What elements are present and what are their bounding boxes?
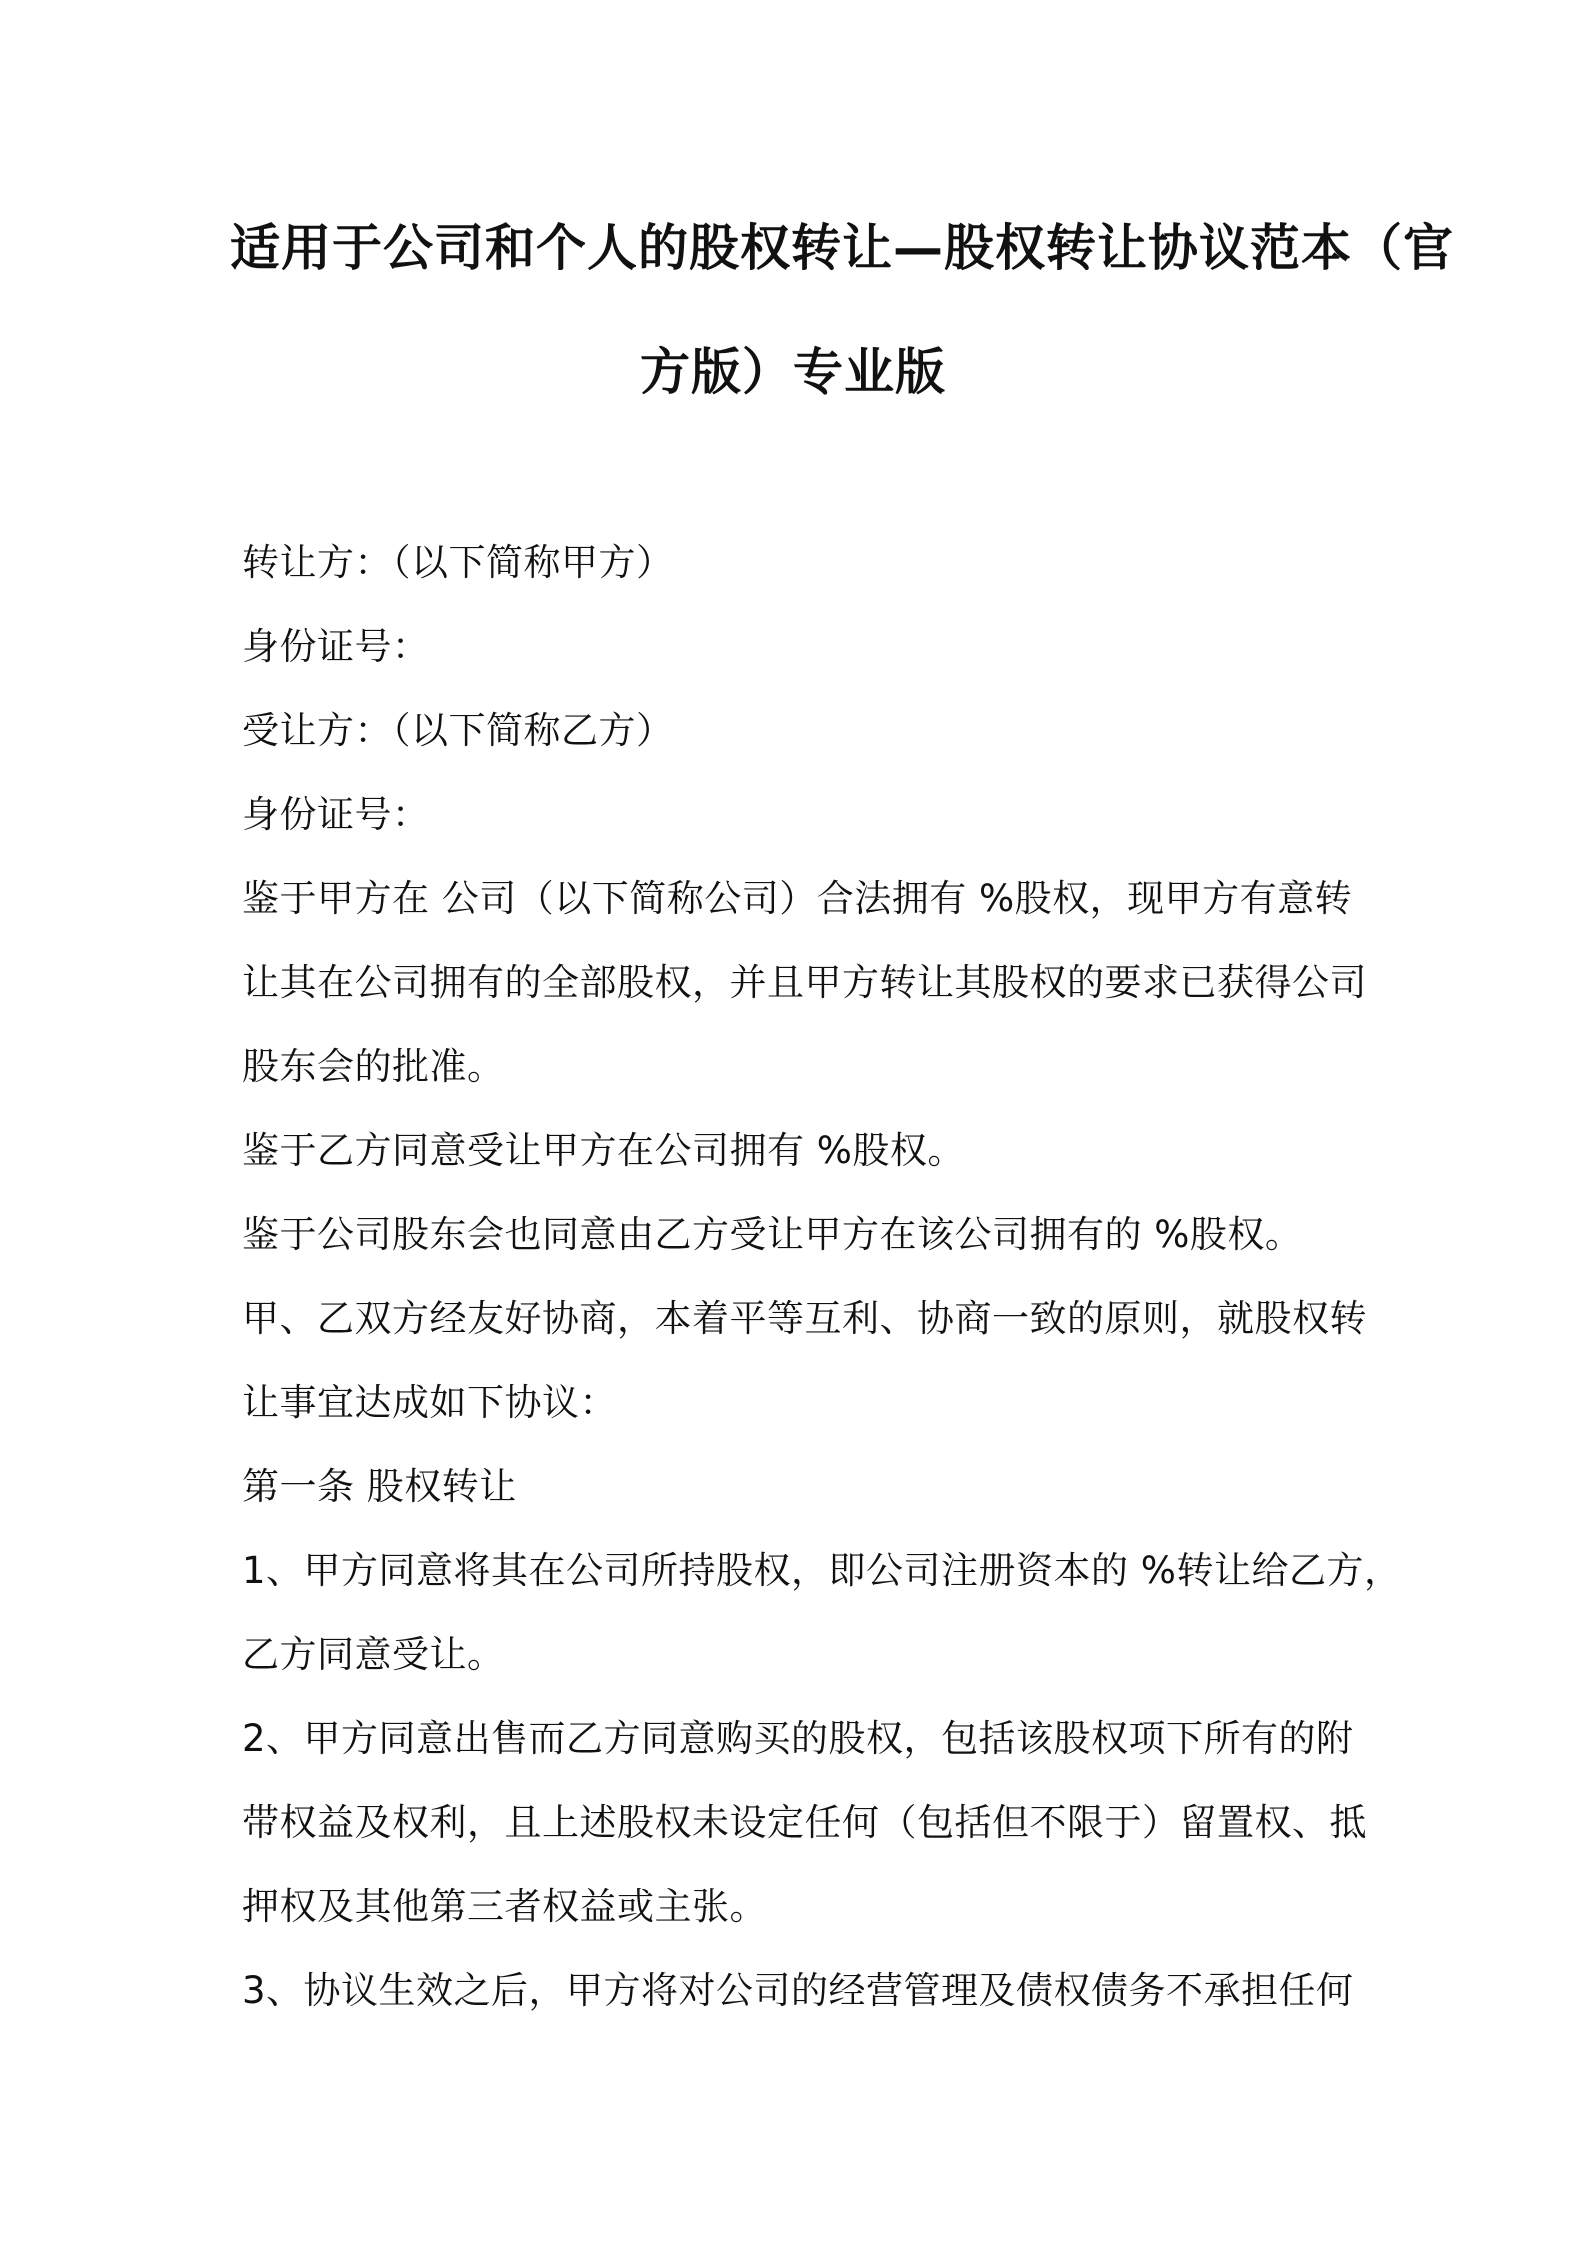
document-title-line-1: 适用于公司和个人的股权转让—股权转让协议范本（官 — [230, 219, 1454, 277]
clause-line: 乙方同意受让。 — [242, 1633, 505, 1676]
paragraph-line: 鉴于公司股东会也同意由乙方受让甲方在该公司拥有的 %股权。 — [242, 1213, 1303, 1256]
paragraph-line: 甲、乙双方经友好协商，本着平等互利、协商一致的原则，就股权转 — [242, 1297, 1367, 1340]
clause-line: 带权益及权利，且上述股权未设定任何（包括但不限于）留置权、抵 — [242, 1801, 1367, 1844]
clause-line: 押权及其他第三者权益或主张。 — [242, 1885, 767, 1928]
article-heading: 第一条 股权转让 — [242, 1465, 517, 1508]
clause-line: 3、协议生效之后，甲方将对公司的经营管理及债权债务不承担任何 — [242, 1969, 1354, 2012]
clause-line: 2、甲方同意出售而乙方同意购买的股权，包括该股权项下所有的附 — [242, 1717, 1354, 1760]
paragraph-line: 让其在公司拥有的全部股权，并且甲方转让其股权的要求已获得公司 — [242, 961, 1367, 1004]
document-title-line-2: 方版）专业版 — [640, 343, 946, 401]
transferor-id-line: 身份证号： — [242, 625, 430, 668]
clause-line: 1、甲方同意将其在公司所持股权，即公司注册资本的 %转让给乙方， — [242, 1549, 1402, 1592]
paragraph-line: 鉴于乙方同意受让甲方在公司拥有 %股权。 — [242, 1129, 965, 1172]
transferee-line: 受让方：（以下简称乙方） — [242, 709, 674, 752]
paragraph-line: 股东会的批准。 — [242, 1045, 505, 1088]
transferee-id-line: 身份证号： — [242, 793, 430, 836]
paragraph-line: 让事宜达成如下协议： — [242, 1381, 617, 1424]
transferor-line: 转让方：（以下简称甲方） — [242, 541, 674, 584]
paragraph-line: 鉴于甲方在 公司（以下简称公司）合法拥有 %股权，现甲方有意转 — [242, 877, 1353, 920]
